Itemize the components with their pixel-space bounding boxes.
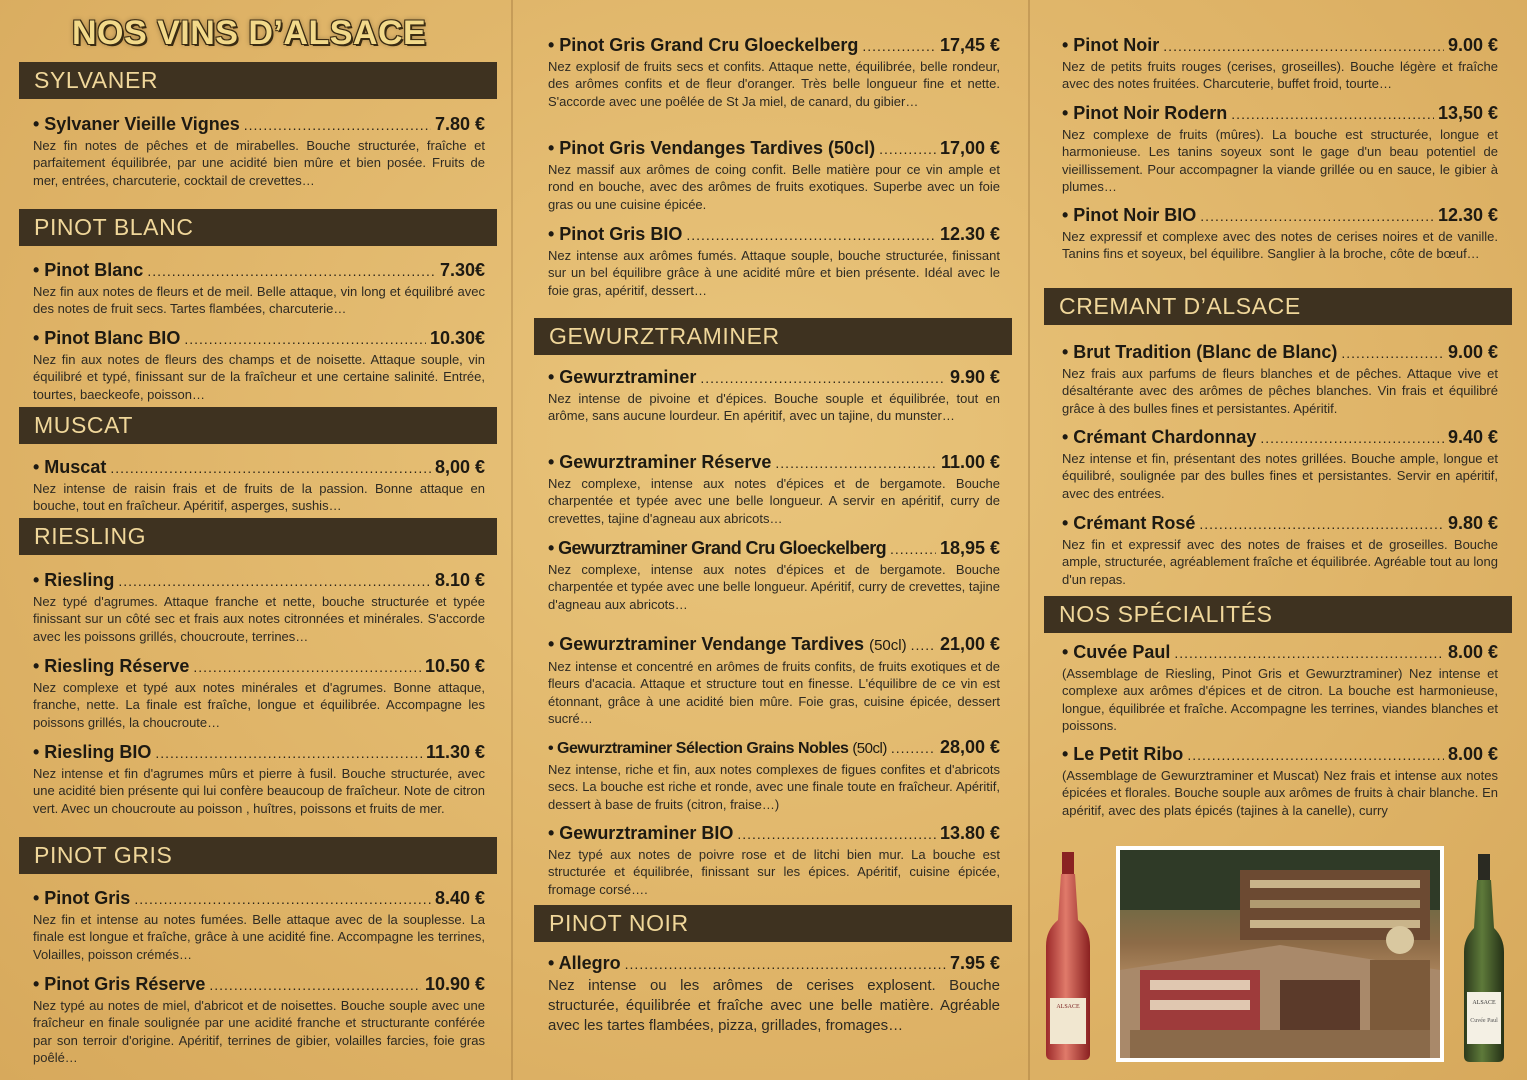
section-cremant: CREMANT D’ALSACE xyxy=(1044,288,1512,325)
wine-description: Nez fin aux notes de fleurs des champs et de noisette. Attaque souple, vin équilibré et typé, finissant sur de la fraîcheur et une certaine salinité. Entrée, tourtes, baeckeofe, poisson… xyxy=(33,352,485,402)
section-pinot-noir: PINOT NOIR xyxy=(534,905,1012,942)
wine-name: • Allegro xyxy=(548,953,621,973)
wine-name: • Riesling xyxy=(33,570,115,590)
wine-price: 10.50 € xyxy=(424,656,485,676)
wine-description: Nez intense ou les arômes de cerises explosent. Bouche structurée, équilibrée et fraîche avec une belle matière. Agréable avec les tartes flambées, pizza, grillades, fromages… xyxy=(548,977,1000,1034)
wine-name: • Pinot Gris Vendanges Tardives (50cl) xyxy=(548,138,876,158)
bottle-label-text: ALSACE xyxy=(1056,1004,1080,1010)
wine-price: 13,50 € xyxy=(1437,103,1498,123)
wine-name: • Pinot Gris Réserve xyxy=(33,974,206,994)
section-sylvaner: SYLVANER xyxy=(19,62,497,99)
wine-description: Nez intense de pivoine et d'épices. Bouche souple et équilibrée, tout en arôme, sans aucune lourdeur. En apéritif, avec un tajine, du munster… xyxy=(548,391,1000,424)
wine-description: Nez massif aux arômes de coing confit. Belle matière pour ce vin ample et rond en bouche, avec des arômes de fruits exotiques. Superbe avec un foie gras ou une cuisine épicée. xyxy=(548,162,1000,212)
section-gewurztraminer: GEWURZTRAMINER xyxy=(534,318,1012,355)
wine-volume: (50cl) xyxy=(852,740,887,757)
wine-description: Nez typé au notes de miel, d'abricot et de noisettes. Bouche souple avec une fraîcheur en finale soulignée par une acidité franche et structurante conférée par son terroir d'origine. Apéritif, terrines de gibier, volailles farcies, foie gras poêlé… xyxy=(33,998,485,1066)
wine-item xyxy=(1062,34,1498,93)
wine-description: (Assemblage de Gewurztraminer et Muscat) Nez frais et intense aux notes épicées et florales. Bouche souple aux arômes de fruits à chair blanche. En apéritif, avec des plats épicés (tajines à la canelle), curry xyxy=(1062,768,1498,818)
wine-item xyxy=(1062,641,1498,735)
wine-price: 17,45 € xyxy=(939,35,1000,55)
wine-item xyxy=(548,537,1000,613)
wine-item xyxy=(33,259,485,318)
wine-item xyxy=(33,741,485,817)
wine-name: • Pinot Gris Grand Cru Gloeckelberg xyxy=(548,35,859,55)
wine-price: 12.30 € xyxy=(939,224,1000,244)
section-specialites: NOS SPÉCIALITÉS xyxy=(1044,596,1512,633)
wine-name: • Pinot Gris BIO xyxy=(548,224,683,244)
wine-price: 17,00 € xyxy=(939,138,1000,158)
wine-description: Nez explosif de fruits secs et confits. Attaque nette, équilibrée, belle rondeur, des arômes confits et de fleur d'oranger. Très belle longueur fine et nette. S'accorde avec une poêlée de St Ja miel, de canard, du gibier… xyxy=(548,59,1000,109)
wine-description: Nez intense de raisin frais et de fruits de la passion. Bonne attaque en bouche, tout en fraîcheur. Apéritif, asperges, sushis… xyxy=(33,481,485,514)
wine-price: 8.10 € xyxy=(434,570,485,590)
wine-item xyxy=(1062,204,1498,263)
wine-item xyxy=(548,451,1000,527)
wine-price: 18,95 € xyxy=(939,538,1000,558)
wine-price: 11.30 € xyxy=(425,742,485,762)
wine-description: Nez frais aux parfums de fleurs blanches et de pêches. Attaque vive et désaltérante avec des arômes de pêches blanches. Vin frais et équilibré grâce à des bulles fines et persistantes. Apéritif. xyxy=(1062,366,1498,416)
section-muscat: MUSCAT xyxy=(19,407,497,444)
wine-price: 7.80 € xyxy=(434,114,485,134)
wine-price: 7.30€ xyxy=(439,260,485,280)
wine-name: • Pinot Gris xyxy=(33,888,131,908)
wine-description: Nez intense aux arômes fumés. Attaque souple, bouche structurée, finissant sur un bel équilibre grâce à une acidité mûre et bien présente. Idéal avec le foie gras, apéritif, dessert… xyxy=(548,248,1000,298)
wine-price: 10.90 € xyxy=(424,974,485,994)
wine-name: • Gewurztraminer Sélection Grains Nobles xyxy=(548,740,849,757)
wine-item xyxy=(33,569,485,645)
wine-item xyxy=(548,223,1000,299)
wine-description: Nez de petits fruits rouges (cerises, groseilles). Bouche légère et fraîche avec des notes fruitées. Charcuterie, buffet froid, tourte… xyxy=(1062,59,1498,92)
wine-description: (Assemblage de Riesling, Pinot Gris et Gewurztraminer) Nez intense et complexe aux arômes d'épices et de citron. La bouche est harmonieuse, longue, équilibrée et fraîche. Accompagne les terrines, viandes blanches et poissons. xyxy=(1062,666,1498,734)
wine-item xyxy=(1062,341,1498,417)
white-wine-bottle-photo xyxy=(1460,852,1508,1064)
wine-item xyxy=(548,822,1000,898)
wine-description: Nez complexe et typé aux notes minérales et d'agrumes. Bonne attaque, franche, nette. La finale est fraîche, longue et équilibrée. Accompagne les poissons grillés, la choucroute… xyxy=(33,680,485,730)
wine-item xyxy=(1062,426,1498,502)
wine-name: • Gewurztraminer Grand Cru Gloeckelberg xyxy=(548,538,886,558)
wine-name: • Crémant Chardonnay xyxy=(1062,427,1257,447)
section-pinot-blanc: PINOT BLANC xyxy=(19,209,497,246)
wine-description: Nez complexe, intense aux notes d'épices et de bergamote. Bouche charpentée et typée avec une belle longueur. A servir en apéritif, curry de crevettes, tajine d'agneau aux abricots… xyxy=(548,476,1000,526)
wine-item xyxy=(33,456,485,515)
wine-description: Nez fin et expressif avec des notes de fraises et de groseilles. Bouche ample, structurée, agréablement fraîche et équilibrée. Agréable tout au long d'un repas. xyxy=(1062,537,1498,587)
wine-item xyxy=(548,137,1000,213)
wine-name: • Pinot Blanc BIO xyxy=(33,328,181,348)
wine-name: • Gewurztraminer BIO xyxy=(548,823,734,843)
wine-item xyxy=(33,887,485,963)
wine-description: Nez typé d'agrumes. Attaque franche et nette, bouche structurée et typée finissant sur un côté sec et frais aux notes citronnées et minérales. S'accorde avec les poissons grillés, choucroute, terrines… xyxy=(33,594,485,644)
wine-description: Nez intense et fin d'agrumes mûrs et pierre à fusil. Bouche structurée, avec une acidité bien présente qui lui confère beaucoup de fraîcheur. Note de citron vert. Avec un choucroute au poisson , huîtres, poissons et fruits de mer. xyxy=(33,766,485,816)
wine-price: 9.90 € xyxy=(949,367,1000,387)
wine-name: • Crémant Rosé xyxy=(1062,513,1196,533)
wine-item xyxy=(33,655,485,731)
fold-line xyxy=(1028,0,1030,1080)
wine-price: 12.30 € xyxy=(1437,205,1498,225)
shop-photo xyxy=(1116,846,1444,1062)
shop-interior-illustration xyxy=(1120,850,1440,1058)
wine-name: • Pinot Blanc xyxy=(33,260,144,280)
wine-price: 8.00 € xyxy=(1447,642,1498,662)
wine-name: • Gewurztraminer Réserve xyxy=(548,452,772,472)
wine-description: Nez complexe de fruits (mûres). La bouche est structurée, longue et harmonieuse. Les tanins soyeux sont le gage d'un beau potentiel de vieillissement. Pour accompagner la viande grillée ou en sauce, le gibier à plumes… xyxy=(1062,127,1498,195)
wine-price: 11.00 € xyxy=(940,452,1000,472)
wine-price: 9.80 € xyxy=(1447,513,1498,533)
wine-price: 8,00 € xyxy=(434,457,485,477)
wine-item xyxy=(33,113,485,189)
wine-item xyxy=(1062,102,1498,196)
wine-price: 10.30€ xyxy=(429,328,485,348)
wine-name: • Pinot Noir Rodern xyxy=(1062,103,1228,123)
wine-description: Nez fin et intense au notes fumées. Belle attaque avec de la souplesse. La finale est longue et fraîche, grâce à une acidité fine. Accompagne les terrines, Volailles, poisson crémés… xyxy=(33,912,485,962)
wine-name: • Cuvée Paul xyxy=(1062,642,1171,662)
wine-description: Nez intense et concentré en arômes de fruits confits, de fruits exotiques et de fleurs d'acacia. Attaque et structure tout en finesse. L'équilibre de ce vin est étonnant, grâce à une acidité bien mûre. Foie gras, cuisine épicée, dessert sucré… xyxy=(548,659,1000,727)
wine-name: • Muscat xyxy=(33,457,107,477)
wine-description: Nez intense, riche et fin, aux notes complexes de figues confites et d'abricots secs. La bouche est riche et ronde, avec une finale toute en fraîcheur. Apéritif, dessert à base de fruits (citron, fraise…) xyxy=(548,762,1000,812)
wine-price: 7.95 € xyxy=(949,953,1000,973)
wine-price: 9.40 € xyxy=(1447,427,1498,447)
wine-item xyxy=(33,327,485,403)
wine-price: 8.00 € xyxy=(1447,744,1498,764)
wine-name: • Le Petit Ribo xyxy=(1062,744,1184,764)
page-title: NOS VINS D’ALSACE xyxy=(72,14,427,52)
wine-name: • Pinot Noir BIO xyxy=(1062,205,1197,225)
wine-item xyxy=(548,633,1000,728)
wine-name: • Riesling Réserve xyxy=(33,656,190,676)
wine-price: 21,00 € xyxy=(939,634,1000,654)
wine-item xyxy=(33,973,485,1067)
wine-price: 28,00 € xyxy=(939,737,1000,757)
wine-name: • Brut Tradition (Blanc de Blanc) xyxy=(1062,342,1338,362)
section-riesling: RIESLING xyxy=(19,518,497,555)
wine-item xyxy=(548,952,1000,1036)
wine-name: • Pinot Noir xyxy=(1062,35,1160,55)
wine-price: 8.40 € xyxy=(434,888,485,908)
wine-name: • Riesling BIO xyxy=(33,742,152,762)
wine-name: • Gewurztraminer xyxy=(548,367,697,387)
wine-item xyxy=(548,736,1000,813)
wine-item xyxy=(548,366,1000,425)
fold-line xyxy=(511,0,513,1080)
rose-wine-bottle-photo xyxy=(1042,850,1094,1062)
wine-description: Nez fin notes de pêches et de mirabelles. Bouche structurée, fraîche et parfaitement équilibrée, par une acidité bien mûre et bien posée. Fruits de mer, entrées, charcuterie, cocktail de crevettes… xyxy=(33,138,485,188)
wine-description: Nez typé aux notes de poivre rose et de litchi bien mur. La bouche est structurée et équilibrée, finissant sur les épices. Apéritif, cuisine épicée, fromage corsé…. xyxy=(548,847,1000,897)
wine-description: Nez complexe, intense aux notes d'épices et de bergamote. Bouche charpentée et typée avec une belle longueur. Apéritif, curry de crevettes, tajine d'agneau aux abricots… xyxy=(548,562,1000,612)
wine-volume: (50cl) xyxy=(869,637,907,654)
wine-description: Nez expressif et complexe avec des notes de cerises noires et de vanille. Tanins fins et soyeux, bel équilibre. Sanglier à la broche, côte de bœuf… xyxy=(1062,229,1498,262)
wine-item xyxy=(548,34,1000,110)
section-pinot-gris: PINOT GRIS xyxy=(19,837,497,874)
wine-description: Nez intense et fin, présentant des notes grillées. Bouche ample, longue et équilibré, soulignée par des bulles fines et persistantes. Servir en apéritif, avec des entrées. xyxy=(1062,451,1498,501)
wine-item xyxy=(1062,743,1498,819)
wine-price: 9.00 € xyxy=(1447,35,1498,55)
wine-price: 13.80 € xyxy=(939,823,1000,843)
bottle-label-text: Cuvée Paul xyxy=(1470,1018,1498,1024)
wine-description: Nez fin aux notes de fleurs et de meil. Belle attaque, vin long et équilibré avec des notes de fruit secs. Tartes flambées, charcuterie… xyxy=(33,284,485,317)
wine-price: 9.00 € xyxy=(1447,342,1498,362)
wine-item xyxy=(1062,512,1498,588)
bottle-label-text: ALSACE xyxy=(1472,1000,1496,1006)
wine-name: • Gewurztraminer Vendange Tardives xyxy=(548,634,865,654)
wine-name: • Sylvaner Vieille Vignes xyxy=(33,114,240,134)
